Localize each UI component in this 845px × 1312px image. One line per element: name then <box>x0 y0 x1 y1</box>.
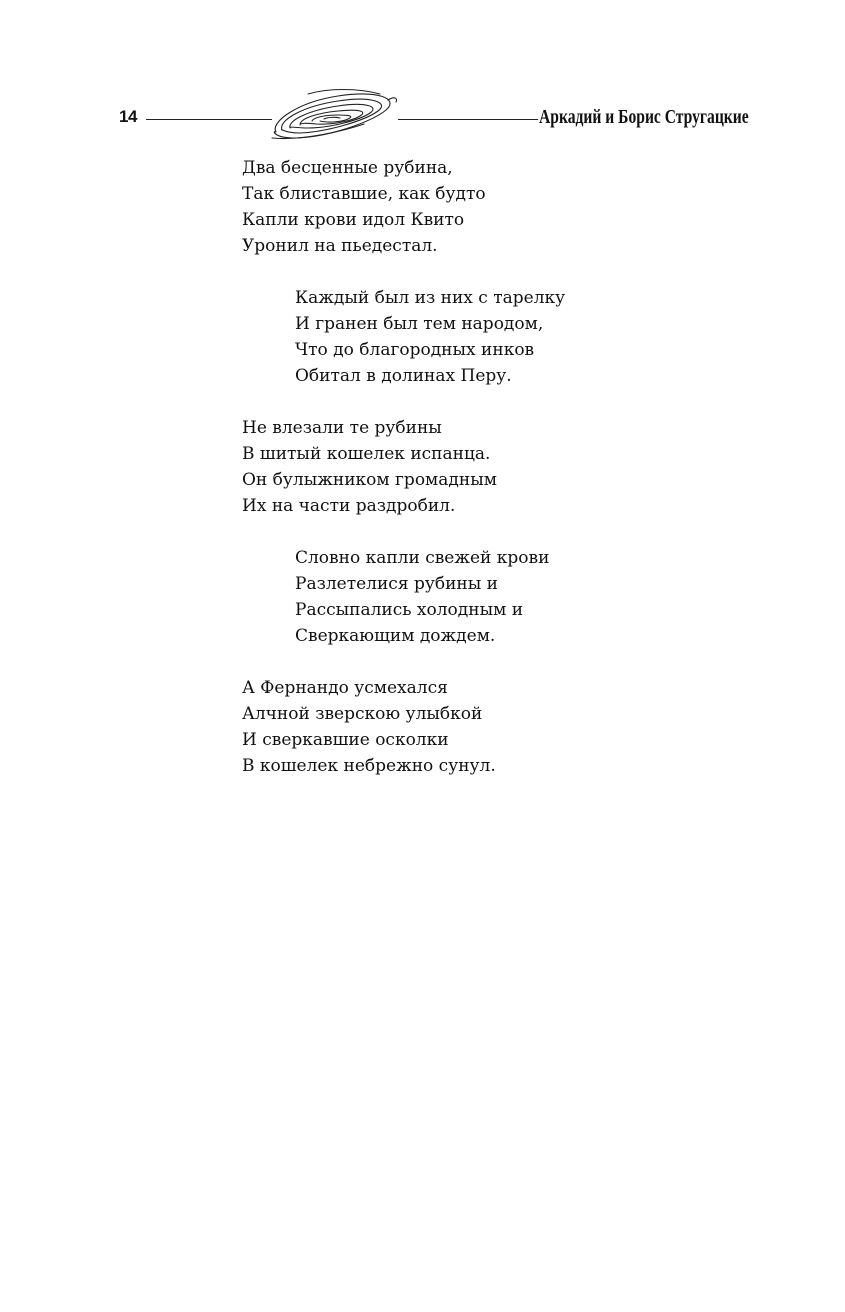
poem-line: В шитый кошелек испанца. <box>242 444 491 464</box>
poem-line: Каждый был из них с тарелку <box>295 288 566 308</box>
poem-line: Два бесценные рубина, <box>242 158 453 178</box>
stanza-5 <box>242 675 565 779</box>
header-rule-left <box>146 119 272 120</box>
spiral-ornament-icon <box>268 86 400 148</box>
poem-line: Их на части раздробил. <box>242 496 456 516</box>
poem-line: В кошелек небрежно сунул. <box>242 756 496 776</box>
poem-line: Рассыпались холодным и <box>295 600 524 620</box>
page-number: 14 <box>119 107 137 126</box>
poem-line: Сверкающим дождем. <box>295 626 496 646</box>
poem-line: И гранен был тем народом, <box>295 314 544 334</box>
poem-line: Не влезали те рубины <box>242 418 442 438</box>
stanza-2 <box>242 285 565 389</box>
poem-line: И сверкавшие осколки <box>242 730 449 750</box>
stanza-4 <box>242 545 565 649</box>
poem-line: Обитал в долинах Перу. <box>295 366 512 386</box>
stanza-1 <box>242 155 565 259</box>
poem-line: А Фернандо усмехался <box>242 678 448 698</box>
poem-line: Так блиставшие, как будто <box>242 184 486 204</box>
poem-line: Он булыжником громадным <box>242 470 497 490</box>
stanza-3 <box>242 415 565 519</box>
poem-body <box>242 155 565 805</box>
poem-line: Уронил на пьедестал. <box>242 236 438 256</box>
running-head-author: Аркадий и Борис Стругацкие <box>539 106 749 128</box>
header-rule-right <box>398 119 538 120</box>
poem-line: Алчной зверскою улыбкой <box>242 704 483 724</box>
poem-line: Словно капли свежей крови <box>295 548 550 568</box>
poem-line: Что до благородных инков <box>295 340 535 360</box>
poem-line: Капли крови идол Квито <box>242 210 465 230</box>
poem-line: Разлетелися рубины и <box>295 574 498 594</box>
